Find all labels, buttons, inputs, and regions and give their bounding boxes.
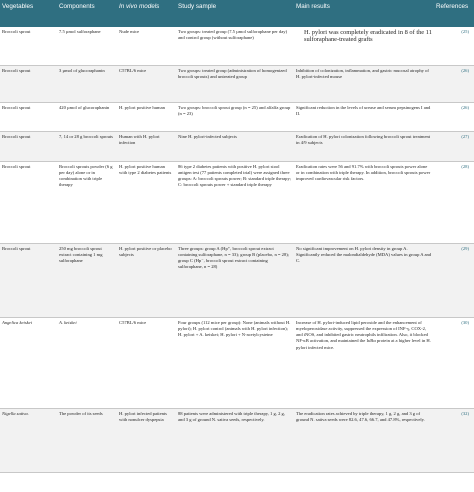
table-row [0,161,474,243]
reference-link[interactable]: (30) [434,317,474,408]
cell-result: The eradication rates achieved by triple therapy, 1 g, 2 g, and 3 g of ground N. sativa seeds were 82.6, 47.6, 66.7, and 47.8%, respectively. [294,408,434,472]
cell-result: Eradication of H. pylori colonization following broccoli sprout treatment in 4/9 subjects [294,131,434,161]
table-row [0,27,474,65]
header-row [0,0,474,27]
header-in-vivo-models: In vivo models [117,0,176,27]
cell-sample: Two groups: broccoli sprout group (n = 25) and alfalfa group (n = 23) [176,102,294,131]
cell-vegetable: Broccoli sprout [0,102,57,131]
cell-model: H. pylori positive or placebo subjects [117,243,176,317]
cell-component: Broccoli sprouts powder (6 g per day) alone or in combination with triple therapy [57,161,117,243]
cell-sample: Two groups: treated group (7.5 µmol sulforaphane per day) and control group (without sulforaphane) [176,27,294,65]
cell-sample: Nine H. pylori-infected subjects [176,131,294,161]
cell-result: Eradication rates were 56 and 91.7% with broccoli sprouts power alone or in combination with triple therapy. In addition, broccoli sprouts power improved cardiovascular risk factors. [294,161,434,243]
reference-link[interactable]: (32) [434,408,474,472]
cell-model: H. pylori positive human [117,102,176,131]
cell-component: 7, 14 or 28 g broccoli sprouts [57,131,117,161]
cell-result [294,27,434,65]
reference-link[interactable]: (26) [434,65,474,102]
cell-model: Nude mice [117,27,176,65]
cell-vegetable: Broccoli sprout [0,27,57,65]
header-study-sample: Study sample [176,0,294,27]
cell-vegetable: Broccoli sprout [0,65,57,102]
cell-sample: Two groups: treated group (administration of homogenized broccoli sprouts) and untreated group [176,65,294,102]
reference-link[interactable]: (25) [434,27,474,65]
table-row [0,408,474,472]
reference-link[interactable]: (29) [434,243,474,317]
cell-vegetable: Broccoli sprout [0,161,57,243]
cell-component: 250 mg broccoli sprout extract containing 1 mg sulforaphane [57,243,117,317]
reference-link[interactable]: (27) [434,131,474,161]
table-row [0,102,474,131]
header-components: Components [57,0,117,27]
cell-component: A. keiskei [57,317,117,408]
cell-sample: 86 type 2 diabetes patients with positive H. pylori stool antigen test (77 patients completed trial) were assigned three groups: A: broccoli sprouts power; B: standard triple therapy; C: broccoli sprouts power + standard triple therapy [176,161,294,243]
cell-model: H. pylori infected patients with nonulcer dyspepsia [117,408,176,472]
table-row [0,317,474,408]
cell-result: No significant improvement on H. pylori density in group A. Significantly reduced the malondialdehyde (MDA) values in group A and C. [294,243,434,317]
reference-link[interactable]: (26) [434,102,474,131]
header-main-results: Main results [294,0,434,27]
result-text: H. pylori was completely eradicated in 8 of the 11 sulforaphane-treated grafts [304,29,432,44]
cell-model: H. pylori positive human with type 2 diabetes patients [117,161,176,243]
cell-model: C57BL/6 mice [117,65,176,102]
cell-vegetable: Angelica keiskei [0,317,57,408]
cell-result: Inhibition of colonization, inflammation, and gastric mucosal atrophy of H. pylori-infected mouse [294,65,434,102]
header-vegetables: Vegetables [0,0,57,27]
header-references: References [434,0,474,27]
reference-link[interactable]: (28) [434,161,474,243]
cell-model: Human with H. pylori infection [117,131,176,161]
cell-vegetable: Nigella sativa. [0,408,57,472]
table-row [0,65,474,102]
cell-vegetable: Broccoli sprout [0,243,57,317]
table-row [0,243,474,317]
cell-model: C57BL/6 mice [117,317,176,408]
cell-result: Increase of H. pylori-induced lipid peroxide and the enhancement of myeloperoxidase activity, suppressed the expression of INF-γ, COX-2, and iNOS, and inhibited gastric neutrophils infiltration. Also, it blocked NF-κB activation, and maintained the IκBα protein at a higher level in H. pylori infected mice. [294,317,434,408]
cell-sample: Three groups: group A (Hp⁺, broccoli sprout extract containing sulforaphane, n = 33); group B (placebo, n = 28); group C (Hp⁻, broccoli sprout extract containing sulforaphane, n = 28) [176,243,294,317]
cell-sample: 88 patients were administered with triple therapy, 1 g, 2 g, and 3 g of ground N. sativa seeds, respectively. [176,408,294,472]
cell-component: 420 µmol of glucoraphanin [57,102,117,131]
cell-result: Significant reduction in the levels of urease and serum pepsinogens I and II. [294,102,434,131]
cell-component: 7.5 µmol sulforaphane [57,27,117,65]
cell-vegetable: Broccoli sprout [0,131,57,161]
cell-sample: Four groups (112 mice per group): None (animals without H. pylori); H. pylori control (animals with H. pylori infection); H. pylori + A. keiskei; H. pylori + N-acetylcysteine [176,317,294,408]
cell-component: The powder of its seeds [57,408,117,472]
table-row [0,131,474,161]
cell-component: 3 µmol of glucoraphanin [57,65,117,102]
